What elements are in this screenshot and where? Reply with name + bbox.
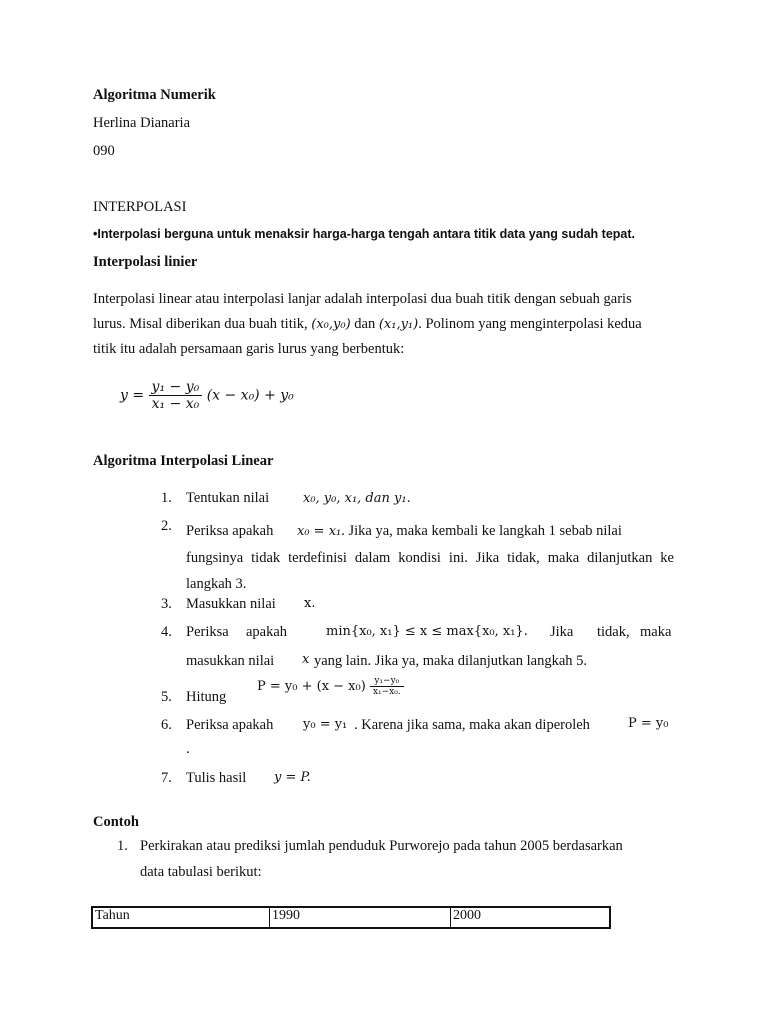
step-fraction: $\frac{\text{y₁−y₀}}{\text{x₁−x₀.}}$ <box>370 676 404 697</box>
paragraph-line: lurus. Misal diberikan dua buah titik, (x₀,y₀) dan (x₁,y₁). Polinom yang menginterpolasi kedua <box>93 316 642 332</box>
example-text: Perkirakan atau prediksi jumlah penduduk Purworejo pada tahun 2005 berdasarkan <box>140 838 623 854</box>
bullet-text: Interpolasi berguna untuk menaksir harga-harga tengah antara titik data yang sudah tepat. <box>97 227 636 241</box>
step-text: Tulis hasil <box>186 770 247 786</box>
step-text: Jika <box>550 624 574 640</box>
section-title: INTERPOLASI <box>93 199 187 215</box>
algorithm-title: Algoritma Interpolasi Linear <box>93 453 274 469</box>
step-math: x <box>302 652 310 667</box>
step-number: 6. <box>161 717 172 733</box>
step-body: Periksa apakah x₀ = x₁. Jika ya, maka kembali ke langkah 1 sebab nilai fungsinya tidak terdefinisi dalam kondisi ini. Jika tidak, maka dilanjutkan ke langkah 3. <box>186 523 674 592</box>
linear-formula: y = $\frac{\text{y₁ − y₀}}{\text{x₁ − x₀}}$ (x − x₀) + y₀ <box>120 379 294 412</box>
intro-paragraph <box>93 287 673 362</box>
table-row <box>92 907 610 928</box>
step-text: Masukkan nilai <box>186 596 276 612</box>
example-text: data tabulasi berikut: <box>140 864 262 880</box>
step-math: y = P. <box>274 770 311 785</box>
step-math: P = y₀ <box>628 716 669 731</box>
paragraph-line: titik itu adalah persamaan garis lurus yang berbentuk: <box>93 341 405 357</box>
step-text: yang lain. Jika ya, maka dilanjutkan langkah 5. <box>314 653 588 669</box>
table-cell: Tahun <box>92 907 270 928</box>
student-number: 090 <box>93 143 115 159</box>
step-text: Periksa <box>186 624 229 640</box>
step-text: Hitung <box>186 689 227 705</box>
step-number: 7. <box>161 770 172 786</box>
step-math: min{x₀, x₁} ≤ x ≤ max{x₀, x₁}. <box>326 624 528 639</box>
table-cell: 1990 <box>270 907 451 928</box>
table-cell: 2000 <box>451 907 611 928</box>
step-text: Tentukan nilai <box>186 490 270 506</box>
paragraph-line: Interpolasi linear atau interpolasi lanjar adalah interpolasi dua buah titik dengan sebuah garis <box>93 291 632 307</box>
point-1: (x₁,y₁) <box>378 317 419 332</box>
step-text: . Karena jika sama, maka akan diperoleh <box>354 717 590 733</box>
document-title: Algoritma Numerik <box>93 87 216 103</box>
step-text: masukkan nilai <box>186 653 275 669</box>
author-name: Herlina Dianaria <box>93 115 191 131</box>
step-number: 5. <box>161 689 172 705</box>
step-math: P = y₀ + (x − x₀) $\frac{\text{y₁−y₀}}{\text{x₁−x₀.}}$ <box>257 676 404 697</box>
step-text: maka <box>640 624 672 640</box>
step-text: tidak, <box>597 624 630 640</box>
example-title: Contoh <box>93 814 139 830</box>
subsection-title: Interpolasi linier <box>93 254 198 270</box>
step-math: y₀ = y₁ <box>303 717 348 732</box>
formula-fraction: $\frac{\text{y₁ − y₀}}{\text{x₁ − x₀}}$ <box>149 379 203 412</box>
step-number: 2. <box>161 518 172 534</box>
step-math: x₀, y₀, x₁, dan y₁. <box>303 491 411 506</box>
bullet-icon: • <box>93 227 98 241</box>
step-math: x. <box>304 596 316 611</box>
step-number: 3. <box>161 596 172 612</box>
step-text: . <box>186 741 190 757</box>
step-number: 4. <box>161 624 172 640</box>
step-text: apakah <box>246 624 288 640</box>
data-table <box>91 906 611 929</box>
bullet-item <box>93 227 635 241</box>
step-text: Periksa apakah <box>186 717 274 733</box>
example-number: 1. <box>117 838 128 854</box>
point-0: (x₀,y₀) <box>311 317 351 332</box>
step-number: 1. <box>161 490 172 506</box>
